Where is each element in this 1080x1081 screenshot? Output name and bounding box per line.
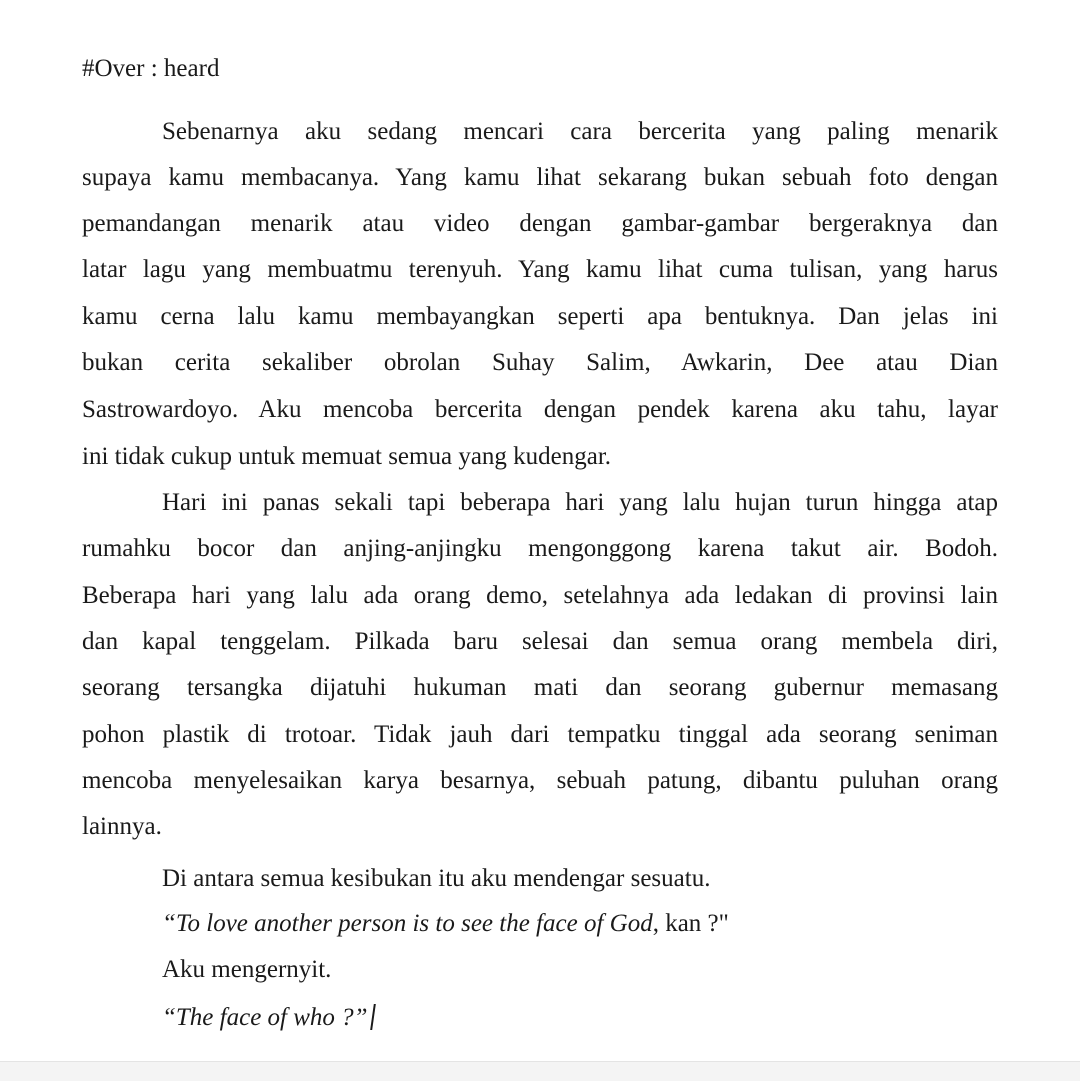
line-mengernyit: Aku mengernyit. <box>162 956 332 983</box>
paragraph-1-line: Sastrowardoyo. Aku mencoba bercerita dengan pendek karena aku tahu, layar <box>82 396 998 423</box>
paragraph-1-line: kamu cerna lalu kamu membayangkan seperti apa bentuknya. Dan jelas ini <box>82 303 998 330</box>
paragraph-2-line: seorang tersangka dijatuhi hukuman mati dan seorang gubernur memasang <box>82 674 998 701</box>
paragraph-2-line: rumahku bocor dan anjing-anjingku mengonggong karena takut air. Bodoh. <box>82 535 998 562</box>
document-title: #Over : heard <box>82 55 220 82</box>
paragraph-1-line: supaya kamu membacanya. Yang kamu lihat sekarang bukan sebuah foto dengan <box>82 164 998 191</box>
quote-line-2 <box>162 1001 998 1035</box>
quote-1-rest: , kan ?" <box>652 910 729 937</box>
paragraph-2-line: pohon plastik di trotoar. Tidak jauh dari tempatku tinggal ada seorang seniman <box>82 721 998 748</box>
paragraph-1-line: ini tidak cukup untuk memuat semua yang kudengar. <box>82 443 612 470</box>
paragraph-2-line: lainnya. <box>82 813 162 840</box>
quote-1-italic: “To love another person is to see the face of God <box>162 910 653 937</box>
paragraph-1-line: Sebenarnya aku sedang mencari cara bercerita yang paling menarik <box>162 118 998 145</box>
paragraph-1-line: pemandangan menarik atau video dengan gambar-gambar bergeraknya dan <box>82 210 998 237</box>
paragraph-2-line: Hari ini panas sekali tapi beberapa hari yang lalu hujan turun hingga atap <box>162 489 998 516</box>
paragraph-2-line: Beberapa hari yang lalu ada orang demo, setelahnya ada ledakan di provinsi lain <box>82 582 998 609</box>
text-cursor <box>370 1004 376 1030</box>
bottom-bar <box>0 1061 1080 1081</box>
line-di-antara: Di antara semua kesibukan itu aku mendengar sesuatu. <box>162 865 711 892</box>
paragraph-1-line: bukan cerita sekaliber obrolan Suhay Salim, Awkarin, Dee atau Dian <box>82 349 998 376</box>
paragraph-1-line: latar lagu yang membuatmu terenyuh. Yang kamu lihat cuma tulisan, yang harus <box>82 256 998 283</box>
quote-line-1 <box>162 907 998 941</box>
paragraph-2-line: mencoba menyelesaikan karya besarnya, sebuah patung, dibantu puluhan orang <box>82 767 998 794</box>
quote-2: “The face of who ?” <box>162 1004 368 1031</box>
paragraph-2-line: dan kapal tenggelam. Pilkada baru selesai dan semua orang membela diri, <box>82 628 998 655</box>
